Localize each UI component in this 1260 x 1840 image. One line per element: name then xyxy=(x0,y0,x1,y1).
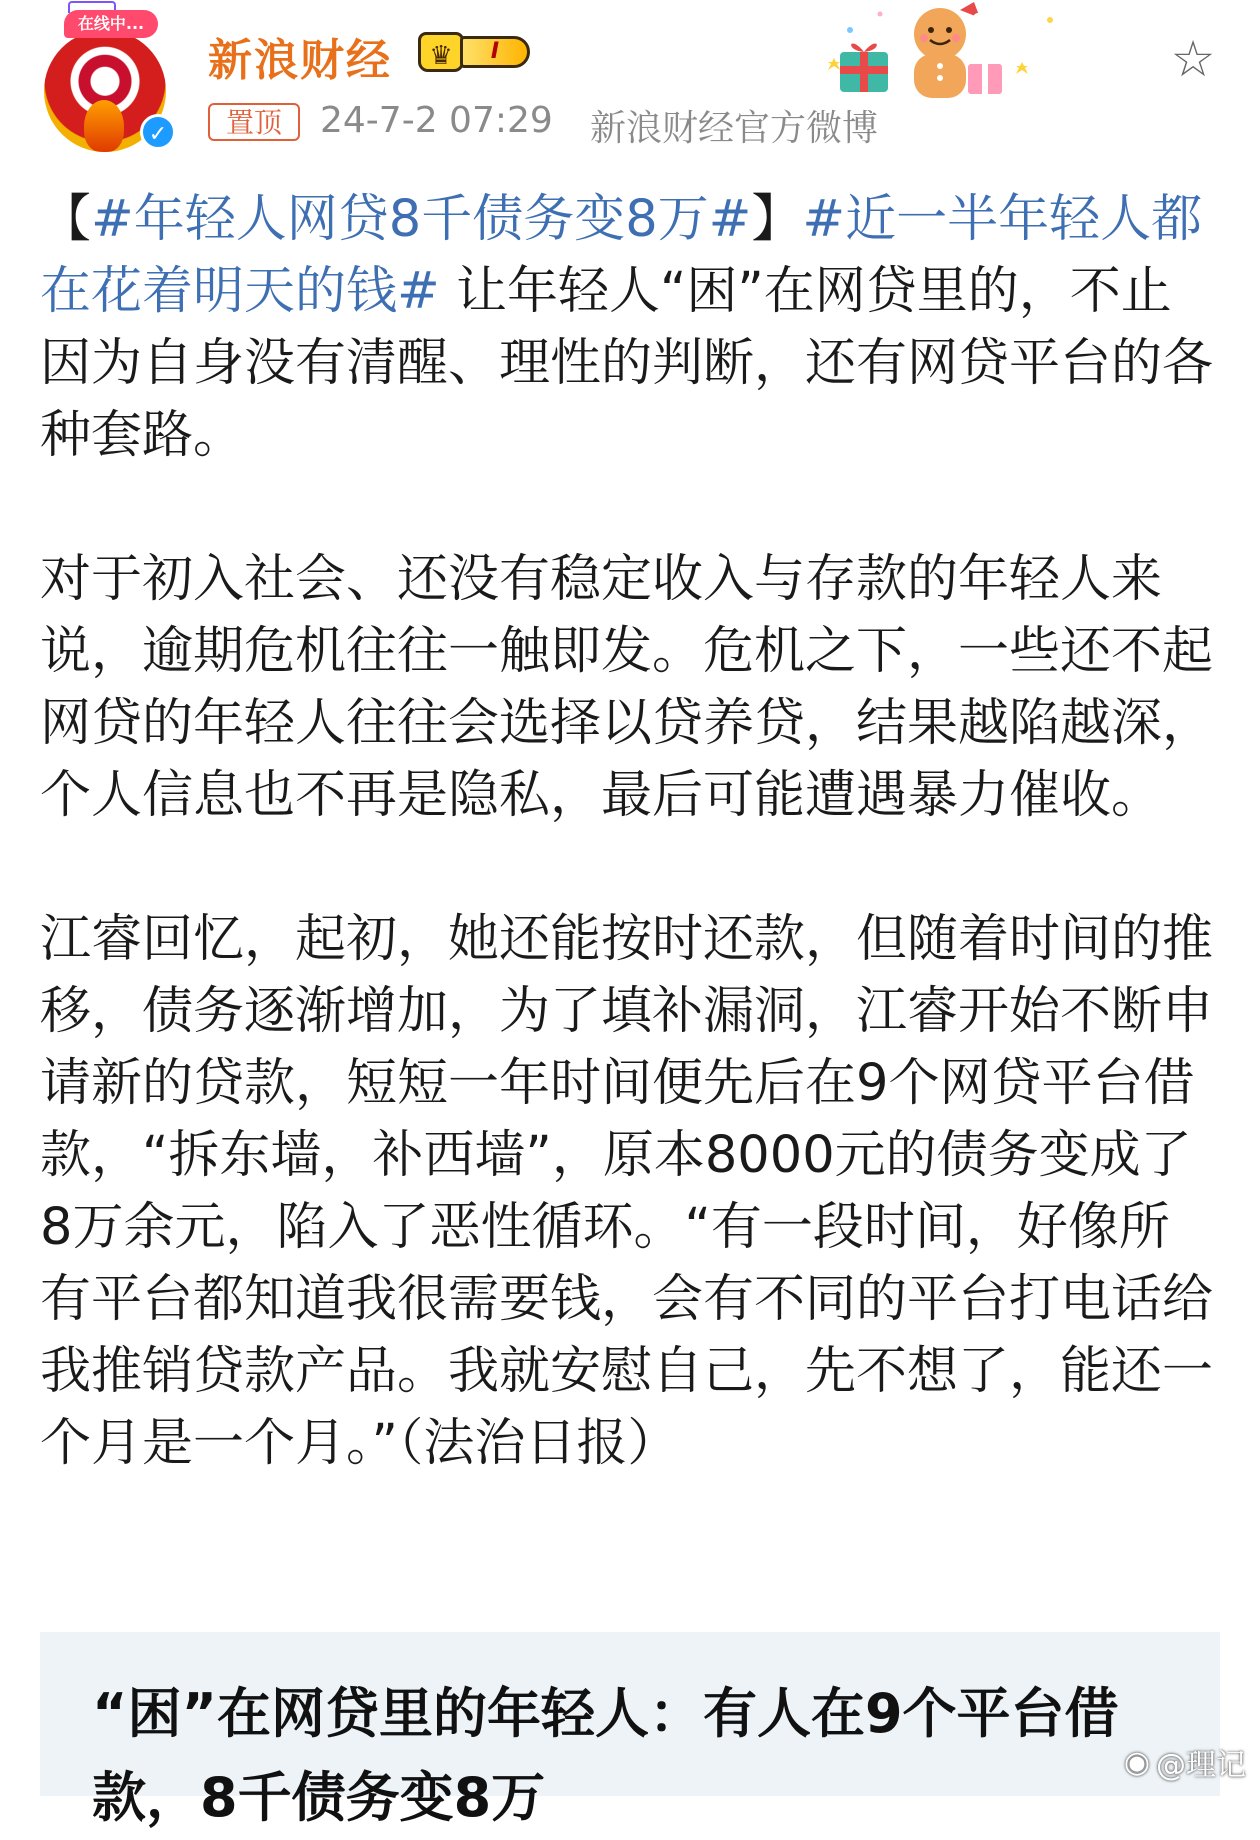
hashtag-link[interactable]: #年轻人网贷8千债务变8万# xyxy=(91,190,752,249)
gingerbread-gift-icon xyxy=(820,0,1120,110)
member-badge[interactable] xyxy=(418,30,542,74)
star-icon[interactable]: ☆ xyxy=(1170,30,1216,88)
watermark-text: @理记 xyxy=(1156,1748,1246,1783)
account-name[interactable]: 新浪财经 xyxy=(208,35,392,86)
flame-icon xyxy=(84,100,124,152)
article-title: “困”在网贷里的年轻人：有人在9个平台借款，8千债务变8万 xyxy=(92,1682,1119,1829)
weibo-logo-icon: ◉ xyxy=(1123,1744,1150,1780)
pinned-badge: 置顶 xyxy=(208,103,300,141)
post-timestamp: 24-7-2 07:29 xyxy=(320,100,553,141)
post-paragraph-2: 对于初入社会、还没有稳定收入与存款的年轻人来说，逾期危机往往一触即发。危机之下，一些还不起网贷的年轻人往往会选择以贷养贷，结果越陷越深，个人信息也不再是隐私，最后可能遭遇暴力催收。 xyxy=(40,550,1214,825)
avatar[interactable] xyxy=(44,10,174,150)
post-text: 让年轻人“困”在网贷里的，不止因为自身没有清醒、理性的判断，还有网贷平台的各种套路。 xyxy=(40,262,1214,465)
crown-member-icon: ♛ xyxy=(418,32,464,72)
post-source: 新浪财经官方微博 xyxy=(590,108,879,149)
post-paragraph-1 xyxy=(40,184,1220,472)
member-level: I xyxy=(460,36,530,68)
post-paragraph-3: 江睿回忆，起初，她还能按时还款，但随着时间的推移，债务逐渐增加，为了填补漏洞，江睿开始不断申请新的贷款，短短一年时间便先后在9个网贷平台借款，“拆东墙，补西墙”，原本8000元的债务变成了8万余元，陷入了恶性循环。“有一段时间，好像所有平台都知道我很需要钱，会有不同的平台打电话给我推销贷款产品。我就安慰自己，先不想了，能还一个月是一个月。”（法治日报） xyxy=(40,910,1214,1473)
hashtag-link[interactable]: #近一半年轻人都在花着明天的钱# xyxy=(40,190,1203,321)
bracket-close: 】 xyxy=(751,190,803,249)
post-body xyxy=(40,184,1220,1480)
article-card[interactable] xyxy=(40,1632,1220,1829)
bracket-open: 【 xyxy=(40,190,92,249)
watermark xyxy=(1124,1740,1246,1784)
verified-icon: ✓ xyxy=(140,114,176,150)
live-tag: 在线中... xyxy=(64,10,158,38)
